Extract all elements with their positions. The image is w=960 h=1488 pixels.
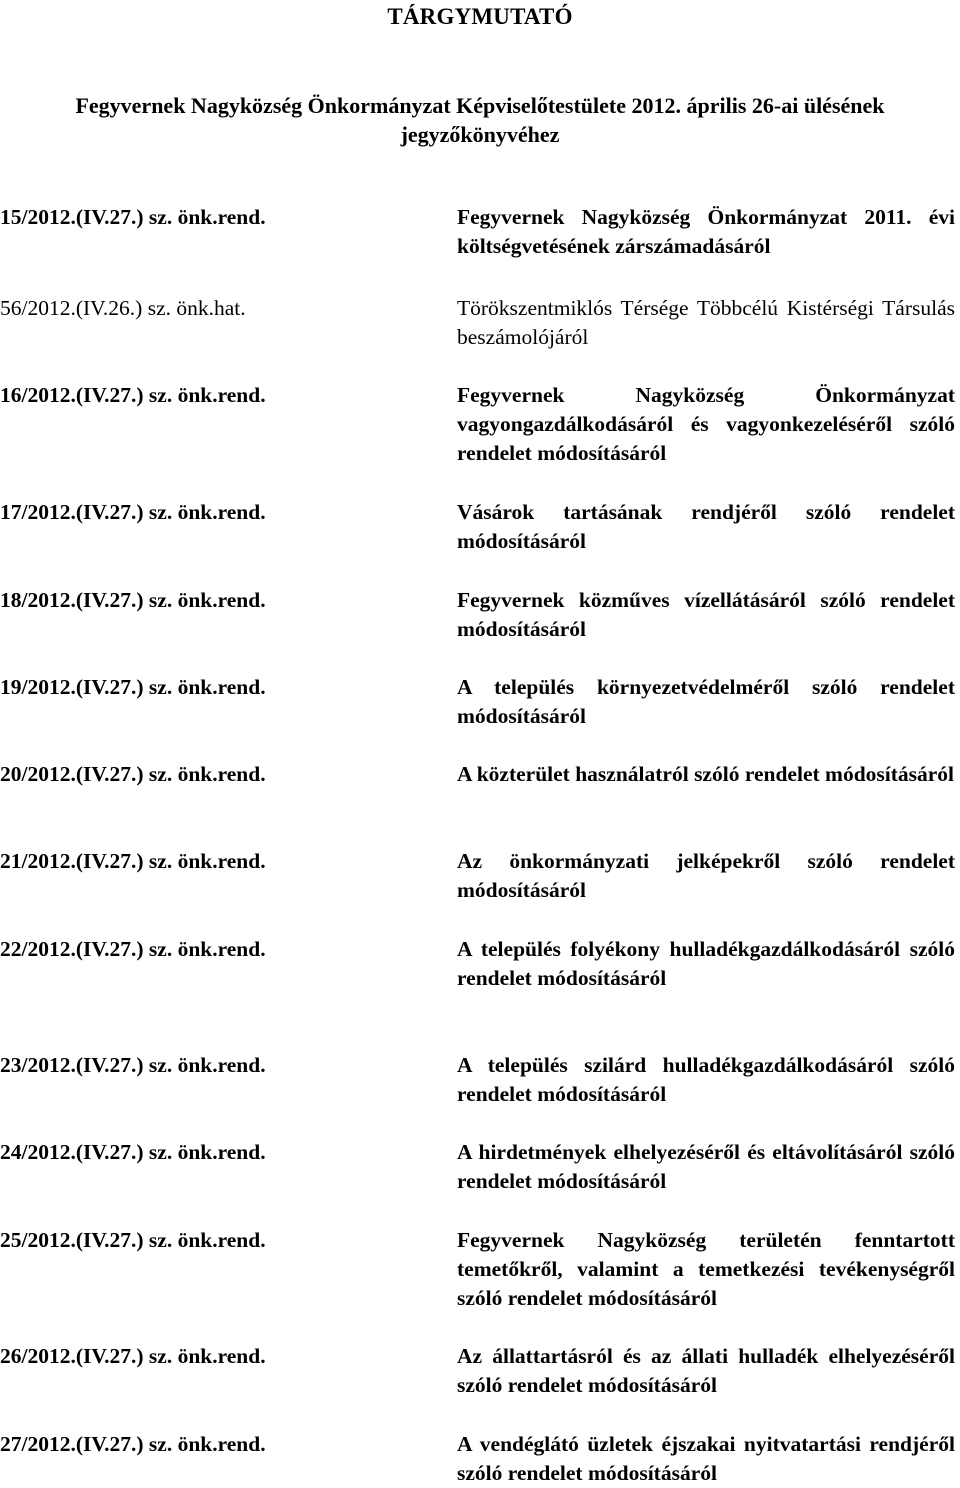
entry-description: Az önkormányzati jelképekről szóló rendelet módosításáról	[457, 849, 955, 902]
entry-description: Fegyvernek Nagyközség Önkormányzat 2011. évi költségvetésének zárszámadásáról	[457, 205, 955, 258]
entry-code: 26/2012.(IV.27.) sz. önk.rend.	[0, 1344, 266, 1368]
entry-description: A település környezetvédelméről szóló rendelet módosításáról	[457, 675, 955, 728]
entry-code: 16/2012.(IV.27.) sz. önk.rend.	[0, 383, 266, 407]
entry-code: 23/2012.(IV.27.) sz. önk.rend.	[0, 1053, 266, 1077]
subtitle-line-2: jegyzőkönyvéhez	[400, 122, 560, 147]
entry-code: 17/2012.(IV.27.) sz. önk.rend.	[0, 500, 266, 524]
entry-code: 24/2012.(IV.27.) sz. önk.rend.	[0, 1140, 266, 1164]
entry-description: Az állattartásról és az állati hulladék elhelyezéséről szóló rendelet módosításáról	[457, 1344, 955, 1397]
document-title: TÁRGYMUTATÓ	[387, 4, 573, 29]
entry-description: Fegyvernek közműves vízellátásáról szóló rendelet módosításáról	[457, 588, 955, 641]
entry-description: Fegyvernek Nagyközség Önkormányzat vagyongazdálkodásáról és vagyonkezeléséről szóló rendelet módosításáról	[457, 383, 955, 465]
entry-code: 22/2012.(IV.27.) sz. önk.rend.	[0, 937, 266, 961]
entry-description: Törökszentmiklós Térsége Többcélú Kistérségi Társulás beszámolójáról	[457, 296, 955, 349]
entry-code: 27/2012.(IV.27.) sz. önk.rend.	[0, 1432, 266, 1456]
entry-code: 20/2012.(IV.27.) sz. önk.rend.	[0, 762, 266, 786]
entry-code: 18/2012.(IV.27.) sz. önk.rend.	[0, 588, 266, 612]
entry-code: 15/2012.(IV.27.) sz. önk.rend.	[0, 205, 266, 229]
entry-code: 56/2012.(IV.26.) sz. önk.hat.	[0, 296, 246, 320]
entry-description: Fegyvernek Nagyközség területén fenntartott temetőkről, valamint a temetkezési tevékenységről szóló rendelet módosításáról	[457, 1228, 955, 1310]
entry-code: 25/2012.(IV.27.) sz. önk.rend.	[0, 1228, 266, 1252]
entry-code: 21/2012.(IV.27.) sz. önk.rend.	[0, 849, 266, 873]
subtitle-line-1: Fegyvernek Nagyközség Önkormányzat Képviselőtestülete 2012. április 26-ai ülésének	[75, 93, 885, 118]
entry-description: A vendéglátó üzletek éjszakai nyitvatartási rendjéről szóló rendelet módosításáról	[457, 1432, 955, 1485]
entry-code: 19/2012.(IV.27.) sz. önk.rend.	[0, 675, 266, 699]
entry-description: A közterület használatról szóló rendelet módosításáról	[457, 762, 955, 786]
entry-description: A település szilárd hulladékgazdálkodásáról szóló rendelet módosításáról	[457, 1053, 955, 1106]
entry-description: A település folyékony hulladékgazdálkodásáról szóló rendelet módosításáról	[457, 937, 955, 990]
entry-description: A hirdetmények elhelyezéséről és eltávolításáról szóló rendelet módosításáról	[457, 1140, 955, 1193]
document-subtitle	[0, 91, 960, 149]
entry-description: Vásárok tartásának rendjéről szóló rendelet módosításáról	[457, 500, 955, 553]
